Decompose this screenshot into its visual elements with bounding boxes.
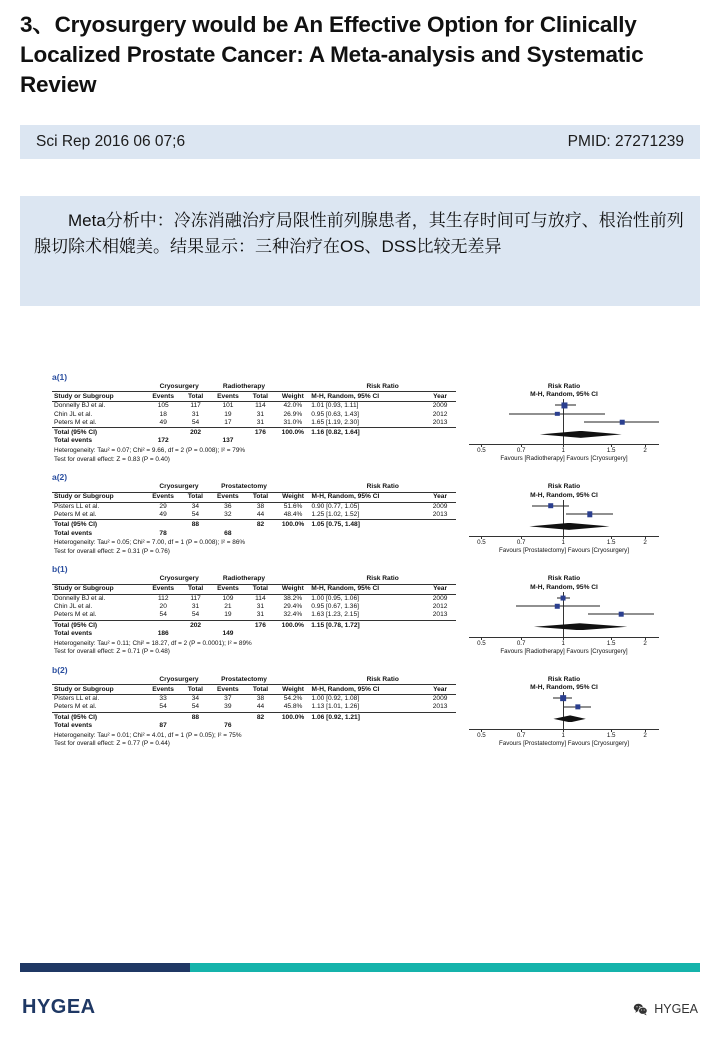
effect-marker	[562, 403, 567, 408]
table-heterogeneity: Heterogeneity: Tau² = 0.11; Chi² = 18.27, df = 2 (P = 0.0001); I² = 89%	[54, 639, 252, 647]
panel-tag: a(1)	[52, 372, 68, 382]
table-row: Peters M et al. 49 54 17 31 31.0% 1.65 [1.19, 2.30] 2013	[54, 418, 448, 426]
table-row: Chin JL et al. 18 31 19 31 26.9% 0.95 [0.63, 1.43] 2012	[54, 410, 448, 418]
table-row: Pisters LL et al. 29 34 36 38 51.6% 0.90 [0.77, 1.05] 2009	[54, 502, 448, 510]
plot-area	[469, 500, 659, 559]
axis-tick-label: 2	[643, 539, 647, 547]
table-total-row: Total (95% CI) 202 176 100.0% 1.16 [0.82, 1.64]	[52, 428, 456, 438]
axis-tick-label: 1	[561, 639, 565, 647]
effect-marker	[548, 503, 554, 509]
axis-tick-label: 1.5	[606, 539, 616, 547]
plot-title: Risk Ratio M-H, Random, 95% CI	[530, 383, 598, 399]
axis-tick-label: 2	[643, 639, 647, 647]
table-total-row: Total (95% CI) 88 82 100.0% 1.05 [0.75, 1.48]	[52, 520, 456, 530]
axis-tick-label: 1.5	[606, 731, 616, 739]
table-row: Donnelly BJ et al. 112 117 109 114 38.2% 1.00 [0.95, 1.06] 2009	[54, 594, 448, 602]
footer-divider	[20, 963, 700, 972]
wechat-handle	[633, 1002, 698, 1016]
axis-caption: Favours [Prostatectomy] Favours [Cryosurgery]	[499, 547, 629, 555]
plot-area	[469, 692, 659, 751]
page-title: 3、Cryosurgery would be An Effective Option for Clinically Localized Prostate Cancer: A Meta-analysis and Systematic Review	[20, 12, 644, 97]
axis-tick-label: 0.5	[477, 539, 486, 547]
panel-tag: a(2)	[52, 472, 68, 483]
wechat-label: HYGEA	[654, 1002, 698, 1016]
summary-diamond	[534, 623, 627, 630]
axis-tick-label: 2	[643, 731, 647, 739]
table-row: Peters M et al. 49 54 32 44 48.4% 1.25 [1.02, 1.52] 2013	[54, 511, 448, 519]
axis-tick-label: 0.5	[477, 731, 486, 739]
effect-marker	[555, 604, 559, 608]
axis-caption: Favours [Prostatectomy] Favours [Cryosurgery]	[499, 739, 629, 747]
effect-marker	[560, 695, 566, 701]
table-heterogeneity: Heterogeneity: Tau² = 0.07; Chi² = 9.66, df = 2 (P = 0.008); I² = 79%	[54, 447, 246, 455]
axis-tick-label: 0.5	[477, 639, 486, 647]
forest-panel-b(2)	[52, 665, 668, 751]
footer-segment-teal	[190, 963, 700, 972]
table-row: Peters M et al. 54 54 39 44 45.8% 1.13 [1.01, 1.26] 2013	[54, 703, 448, 711]
forest-panel-a(2)	[52, 472, 668, 558]
summary-text: Meta分析中：冷冻消融治疗局限性前列腺患者，其生存时间可与放疗、根治性前列腺切除术相媲美。结果显示：三种治疗在OS、DSS比较无差异	[34, 211, 684, 257]
forest-plot-figure	[52, 372, 668, 852]
table-events-row: Total events 87 76	[54, 721, 232, 729]
effect-marker	[575, 704, 580, 709]
plot-area	[469, 399, 659, 466]
table-row: Donnelly BJ et al. 105 117 101 114 42.0% 1.01 [0.93, 1.11] 2009	[54, 402, 448, 410]
axis-tick-label: 0.7	[516, 447, 526, 455]
table-column-header: Study or Subgroup Events Total Events Total Weight M-H, Random, 95% CI Year	[52, 392, 456, 402]
effect-marker	[555, 412, 559, 416]
table-events-row: Total events 186 149	[54, 629, 234, 637]
axis-tick-label: 1.5	[606, 447, 616, 455]
footer-segment-dark	[20, 963, 190, 972]
meta-table	[52, 483, 456, 555]
citation-pmid: PMID: 27271239	[567, 133, 684, 150]
meta-table	[52, 383, 456, 464]
effect-marker	[587, 511, 592, 516]
axis-tick-label: 1	[561, 731, 565, 739]
axis-tick-label: 1	[561, 539, 565, 547]
citation-source: Sci Rep 2016 06 07;6	[36, 133, 186, 150]
axis-caption: Favours [Radiotherapy] Favours [Cryosurgery]	[500, 647, 628, 655]
plot-title: Risk Ratio M-H, Random, 95% CI	[530, 575, 598, 591]
table-overall-effect: Test for overall effect: Z = 0.71 (P = 0.48)	[54, 648, 170, 656]
table-overall-effect: Test for overall effect: Z = 0.31 (P = 0.76)	[54, 547, 170, 555]
effect-marker	[561, 595, 566, 600]
panel-tag: b(2)	[52, 664, 68, 675]
axis-tick-label: 2	[643, 447, 647, 455]
axis-tick-label: 1.5	[606, 639, 616, 647]
table-overall-effect: Test for overall effect: Z = 0.83 (P = 0.40)	[54, 455, 170, 463]
table-total-row: Total (95% CI) 88 82 100.0% 1.06 [0.92, 1.21]	[52, 712, 456, 722]
summary-diamond	[553, 715, 585, 722]
axis-tick-label: 0.7	[516, 539, 526, 547]
summary-diamond	[540, 431, 622, 438]
plot-area	[469, 592, 659, 659]
citation-bar	[20, 125, 700, 159]
forest-panel-b(1)	[52, 564, 668, 658]
meta-table	[52, 575, 456, 656]
table-heterogeneity: Heterogeneity: Tau² = 0.05; Chi² = 7.00, df = 1 (P = 0.008); I² = 86%	[54, 539, 246, 547]
wechat-icon	[633, 1003, 648, 1016]
axis-caption: Favours [Radiotherapy] Favours [Cryosurgery]	[500, 455, 628, 463]
axis-tick-label: 0.7	[516, 731, 526, 739]
axis-tick-label: 0.7	[516, 639, 526, 647]
plot-title: Risk Ratio M-H, Random, 95% CI	[530, 675, 598, 692]
table-row: Chin JL et al. 20 31 21 31 29.4% 0.95 [0.67, 1.36] 2012	[54, 603, 448, 611]
axis-tick-label: 1	[561, 447, 565, 455]
table-group-header: Cryosurgery Radiotherapy Risk Ratio	[159, 575, 399, 583]
panel-tag: b(1)	[52, 564, 68, 575]
table-total-row: Total (95% CI) 202 176 100.0% 1.15 [0.78, 1.72]	[52, 620, 456, 630]
table-overall-effect: Test for overall effect: Z = 0.77 (P = 0.44)	[54, 740, 170, 748]
effect-marker	[619, 612, 624, 617]
table-row: Pisters LL et al. 33 34 37 38 54.2% 1.00 [0.92, 1.08] 2009	[54, 695, 448, 703]
table-group-header: Cryosurgery Radiotherapy Risk Ratio	[159, 383, 399, 390]
effect-marker	[620, 420, 625, 425]
plot-title: Risk Ratio M-H, Random, 95% CI	[530, 483, 598, 499]
table-heterogeneity: Heterogeneity: Tau² = 0.01; Chi² = 4.01, df = 1 (P = 0.05); I² = 75%	[54, 731, 242, 739]
table-events-row: Total events 78 68	[54, 529, 232, 537]
summary-box	[20, 196, 700, 306]
meta-table	[52, 676, 456, 748]
table-column-header: Study or Subgroup Events Total Events Total Weight M-H, Random, 95% CI Year	[52, 492, 456, 502]
axis-tick-label: 0.5	[477, 447, 486, 455]
table-events-row: Total events 172 137	[54, 437, 234, 445]
table-group-header: Cryosurgery Prostatectomy Risk Ratio	[159, 483, 399, 491]
table-row: Peters M et al. 54 54 19 31 32.4% 1.63 [1.23, 2.15] 2013	[54, 611, 448, 619]
brand-logo: HYGEA	[22, 996, 96, 1018]
table-column-header: Study or Subgroup Events Total Events Total Weight M-H, Random, 95% CI Year	[52, 584, 456, 594]
table-column-header: Study or Subgroup Events Total Events Total Weight M-H, Random, 95% CI Year	[52, 685, 456, 695]
forest-panel-a(1)	[52, 372, 668, 466]
table-group-header: Cryosurgery Prostatectomy Risk Ratio	[159, 675, 399, 683]
summary-diamond	[529, 523, 609, 530]
